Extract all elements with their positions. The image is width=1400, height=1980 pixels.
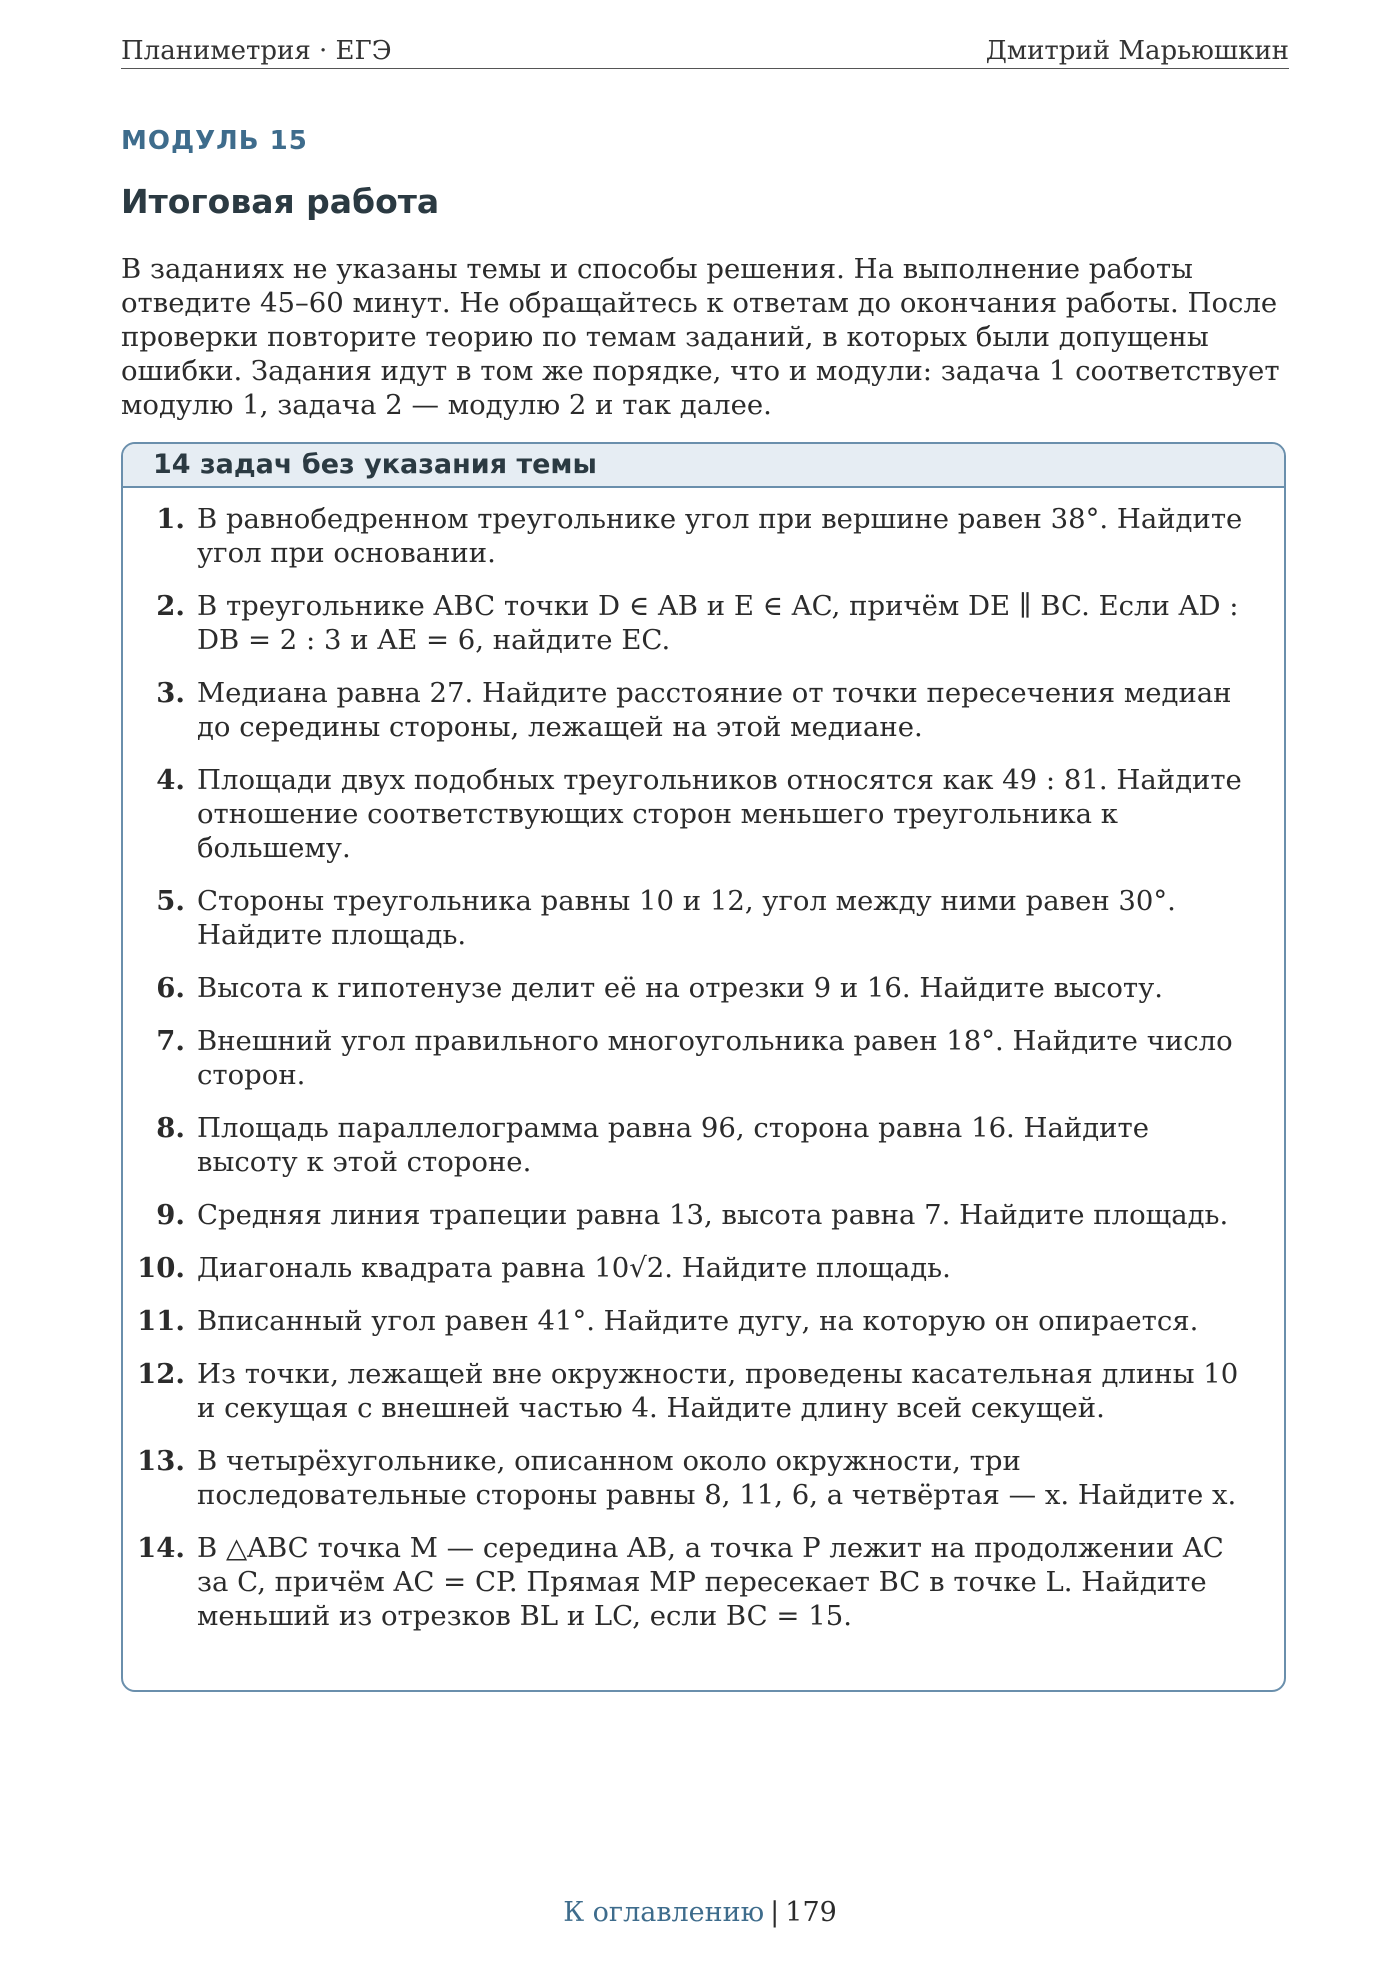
- task-text: Стороны треугольника равны 10 и 12, угол между ними равен 30°. Найдите площадь.: [197, 885, 1176, 951]
- task-item: [123, 1304, 1254, 1338]
- page-number: 179: [785, 1897, 837, 1928]
- task-text: В треугольнике ABC точки D ∈ AB и E ∈ AC, причём DE ∥ BC. Если AD : DB = 2 : 3 и AE = 6, найдите EC.: [197, 590, 1239, 656]
- intro-paragraph: В заданиях не указаны темы и способы решения. На выполнение работы отведите 45–60 минут. Не обращайтесь к ответам до окончания работы. После проверки повторите теорию по темам заданий, в которых были допущены ошибки. Задания идут в том же порядке, что и модули: задача 1 соответствует модулю 1, задача 2 — модулю 2 и так далее.: [121, 253, 1280, 421]
- task-number: 11.: [137, 1305, 185, 1337]
- task-number: 10.: [137, 1252, 185, 1284]
- task-item: [123, 1531, 1254, 1633]
- task-text: Из точки, лежащей вне окружности, проведены касательная длины 10 и секущая с внешней частью 4. Найдите длину всей секущей.: [197, 1358, 1239, 1424]
- running-header: [121, 30, 1289, 69]
- task-text: Площади двух подобных треугольников относятся как 49 : 81. Найдите отношение соответствующих сторон меньшего треугольника к большему.: [197, 764, 1242, 864]
- task-item: [123, 763, 1254, 865]
- task-item: [123, 502, 1254, 570]
- task-text: Медиана равна 27. Найдите расстояние от точки пересечения медиан до середины стороны, лежащей на этой медиане.: [197, 677, 1232, 743]
- task-text: В △ABC точка M — середина AB, а точка P лежит на продолжении AC за C, причём AC = CP. Прямая MP пересекает BC в точке L. Найдите меньший из отрезков BL и LC, если BC = 15.: [197, 1532, 1224, 1632]
- task-number: 13.: [137, 1445, 185, 1477]
- task-number: 7.: [156, 1025, 185, 1057]
- tasks-box: [121, 442, 1286, 1692]
- task-text: Высота к гипотенузе делит её на отрезки 9 и 16. Найдите высоту.: [197, 972, 1164, 1004]
- task-item: [123, 1444, 1254, 1512]
- task-item: [123, 676, 1254, 744]
- page-title: Итоговая работа: [121, 182, 440, 221]
- task-item: [123, 884, 1254, 952]
- task-text: Средняя линия трапеции равна 13, высота равна 7. Найдите площадь.: [197, 1199, 1229, 1231]
- table-of-contents-link[interactable]: К оглавлению: [563, 1897, 765, 1928]
- task-number: 14.: [137, 1532, 185, 1564]
- header-author: Дмитрий Марьюшкин: [985, 36, 1289, 66]
- task-number: 4.: [156, 764, 185, 796]
- task-item: [123, 1198, 1254, 1232]
- page-footer: [0, 1897, 1400, 1928]
- footer-separator: |: [770, 1897, 780, 1928]
- task-number: 12.: [137, 1358, 185, 1390]
- module-label: МОДУЛЬ 15: [121, 126, 308, 156]
- tasks-box-title: 14 задач без указания темы: [123, 444, 1284, 488]
- task-number: 9.: [156, 1199, 185, 1231]
- task-item: [123, 1357, 1254, 1425]
- task-number: 3.: [156, 677, 185, 709]
- task-number: 8.: [156, 1112, 185, 1144]
- task-item: [123, 589, 1254, 657]
- task-number: 6.: [156, 972, 185, 1004]
- task-text: Вписанный угол равен 41°. Найдите дугу, на которую он опирается.: [197, 1305, 1199, 1337]
- task-text: В равнобедренном треугольнике угол при вершине равен 38°. Найдите угол при основании.: [197, 503, 1243, 569]
- task-list: [123, 488, 1284, 1633]
- task-number: 2.: [156, 590, 185, 622]
- task-item: [123, 1251, 1254, 1285]
- header-subject: Планиметрия · ЕГЭ: [121, 36, 392, 66]
- task-item: [123, 1024, 1254, 1092]
- task-text: Площадь параллелограмма равна 96, сторона равна 16. Найдите высоту к этой стороне.: [197, 1112, 1149, 1178]
- task-item: [123, 971, 1254, 1005]
- task-text: В четырёхугольнике, описанном около окружности, три последовательные стороны равны 8, 11, 6, а четвёртая — x. Найдите x.: [197, 1445, 1237, 1511]
- task-text: Внешний угол правильного многоугольника равен 18°. Найдите число сторон.: [197, 1025, 1233, 1091]
- task-text: Диагональ квадрата равна 10√2. Найдите площадь.: [197, 1252, 951, 1284]
- task-number: 5.: [156, 885, 185, 917]
- task-number: 1.: [156, 503, 185, 535]
- task-item: [123, 1111, 1254, 1179]
